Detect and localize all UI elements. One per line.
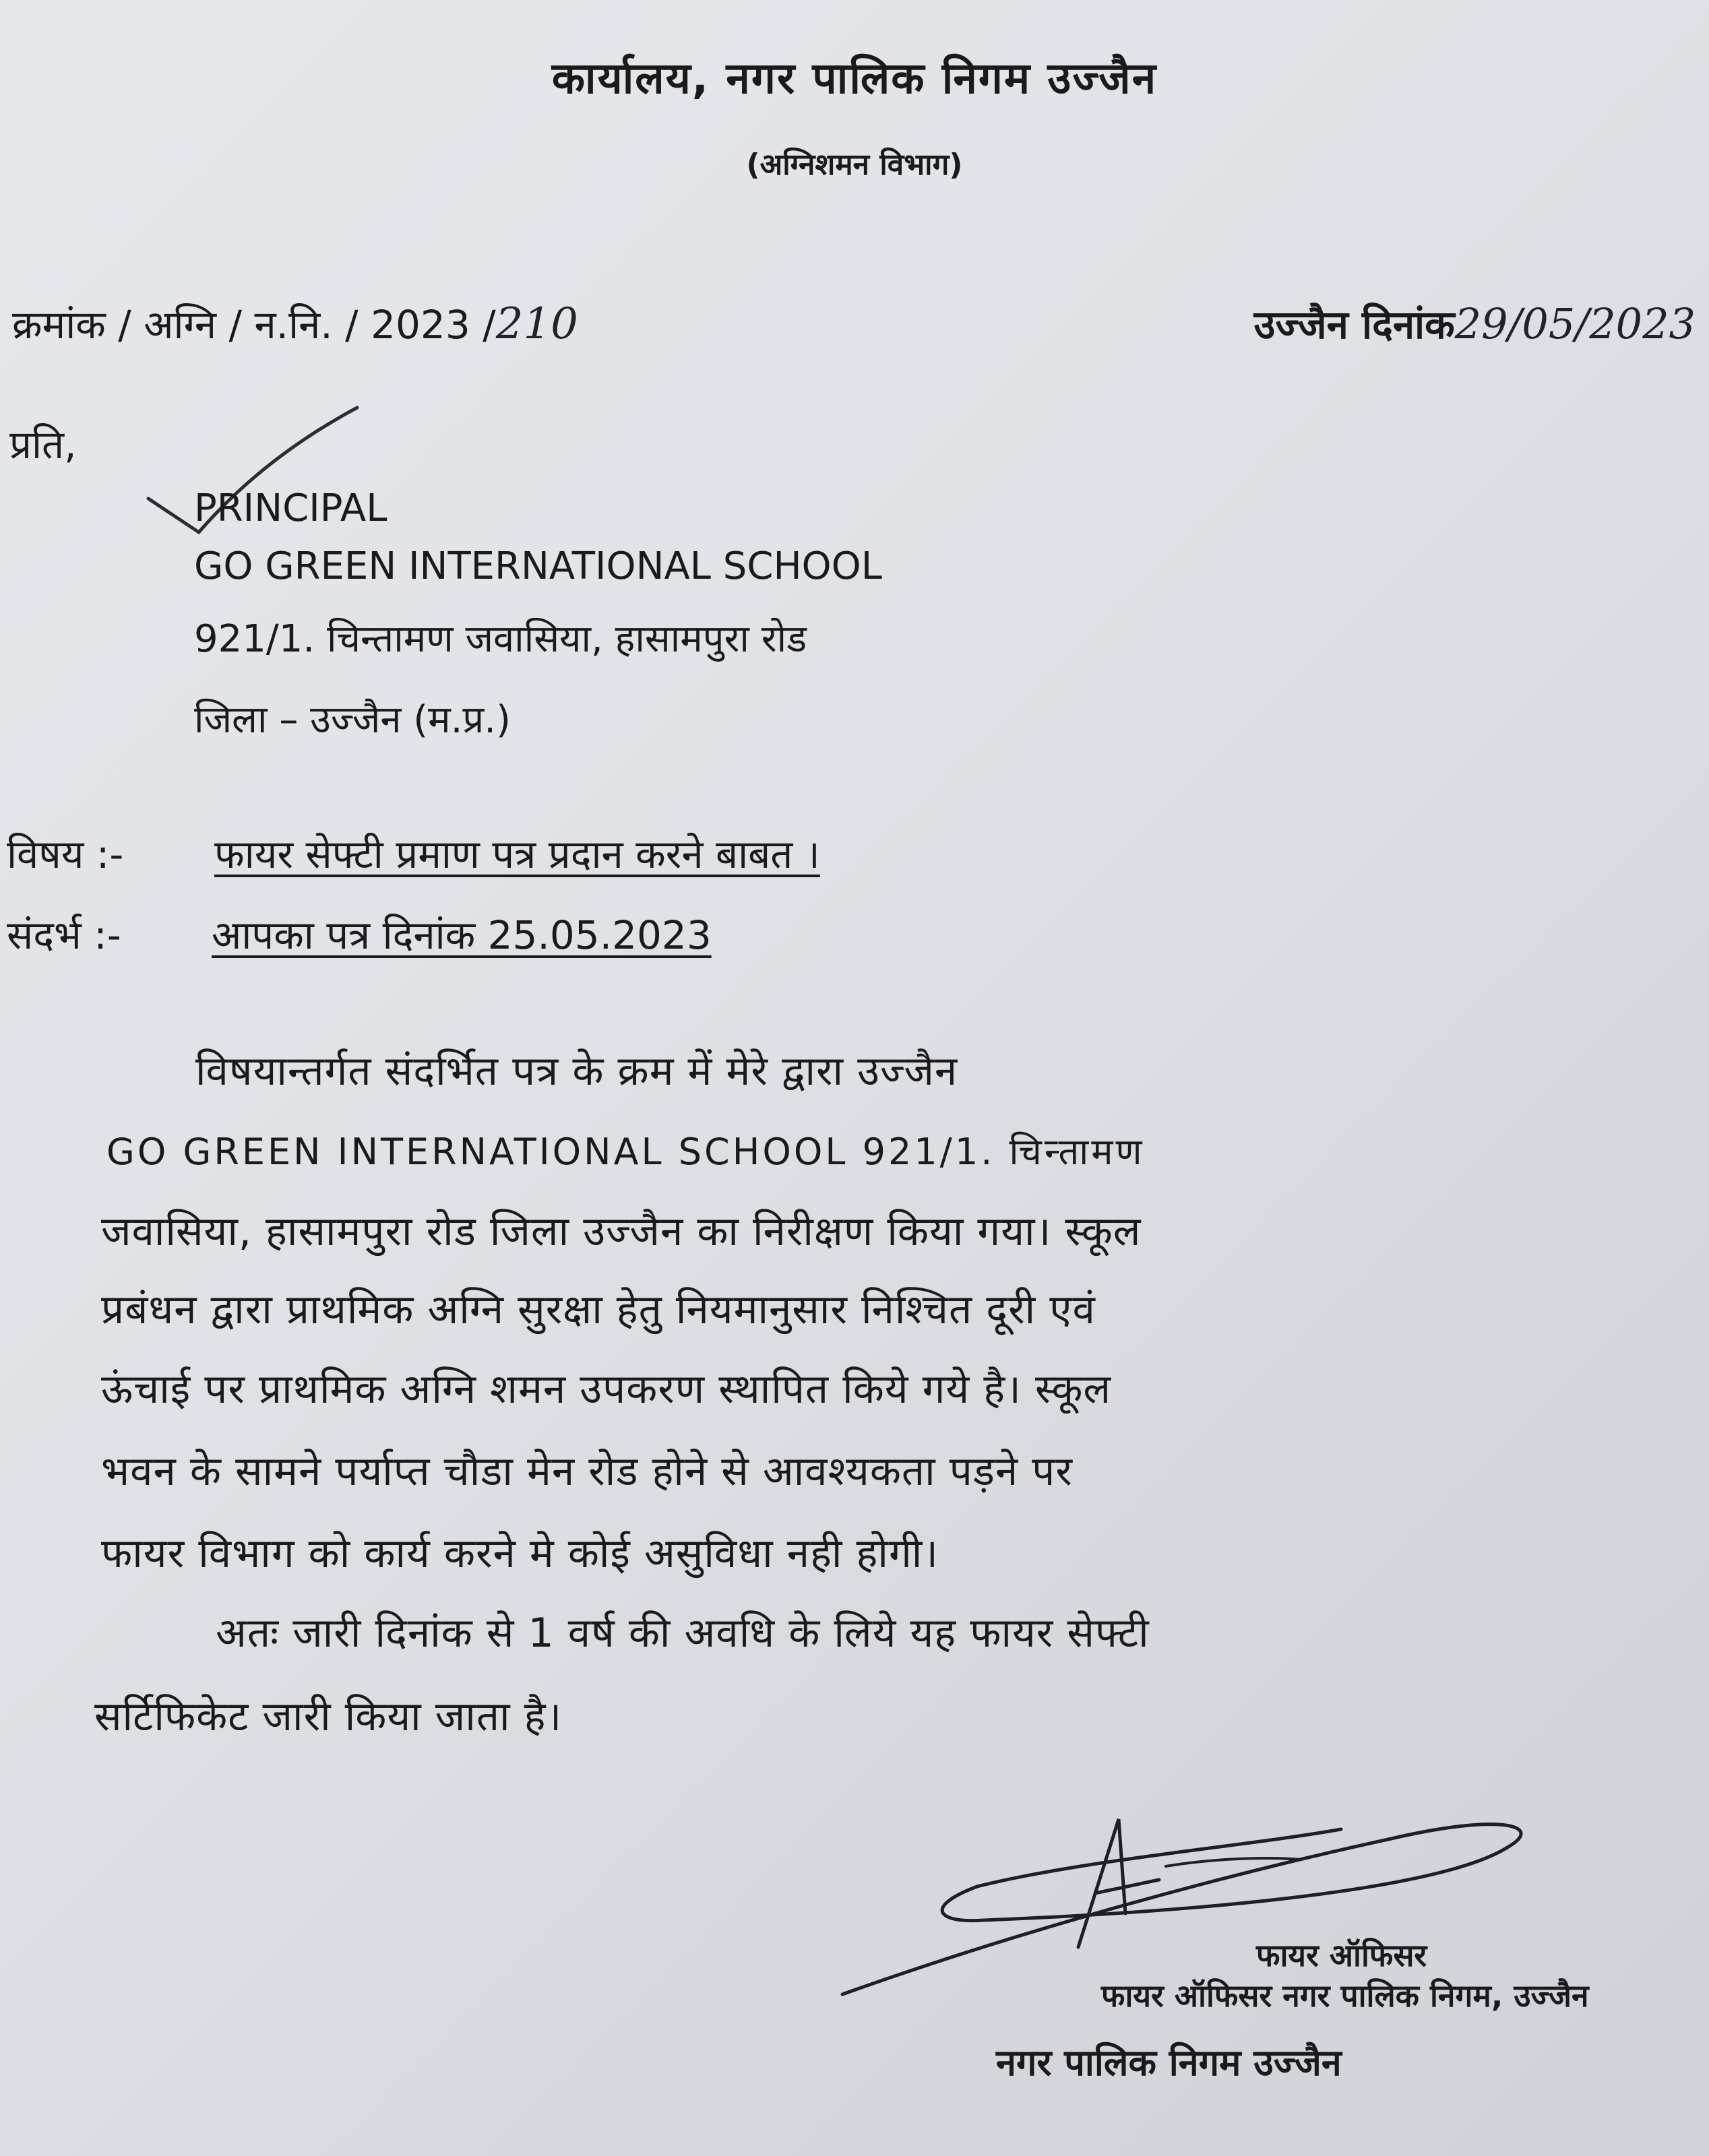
body-line: भवन के सामने पर्याप्त चौडा मेन रोड होने से आवश्यकता पड़ने पर <box>101 1448 1073 1495</box>
office-title: कार्यालय, नगर पालिक निगम उज्जैन <box>551 54 1158 104</box>
addressee-line: जिला – उज्जैन (म.प्र.) <box>194 698 511 742</box>
addressee-line: PRINCIPAL <box>194 486 387 530</box>
signatory-organization: नगर पालिक निगम उज्जैन <box>996 2041 1342 2084</box>
body-line: GO GREEN INTERNATIONAL SCHOOL 921/1. चिन्तामण <box>106 1131 1145 1173</box>
signatory-stamp-title: फायर ऑफिसर <box>1256 1937 1427 1973</box>
addressee-line: GO GREEN INTERNATIONAL SCHOOL <box>194 544 882 588</box>
body-line: प्रबंधन द्वारा प्राथमिक अग्नि सुरक्षा हेतु नियमानुसार निश्चित दूरी एवं <box>101 1286 1096 1333</box>
subject-label: विषय :- <box>7 831 124 877</box>
letter-date <box>1254 296 1696 350</box>
addressee-line: 921/1. चिन्तामण जवासिया, हासामपुरा रोड <box>194 617 807 661</box>
reference-number-prefix: क्रमांक / अग्नि / न.नि. / 2023 / <box>12 302 496 348</box>
reference-label: संदर्भ :- <box>7 912 121 958</box>
body-line: फायर विभाग को कार्य करने मे कोई असुविधा नही होगी। <box>101 1530 939 1577</box>
letter-date-handwritten: 29/05/2023 <box>1454 299 1696 348</box>
department-title: (अग्निशमन विभाग) <box>746 148 963 182</box>
body-line: सर्टिफिकेट जारी किया जाता है। <box>94 1693 563 1740</box>
body-line: ऊंचाई पर प्राथमिक अग्नि शमन उपकरण स्थापित किये गये है। स्कूल <box>101 1366 1112 1413</box>
body-line: जवासिया, हासामपुरा रोड जिला उज्जैन का निरीक्षण किया गया। स्कूल <box>101 1208 1142 1255</box>
signatory-stamp-line: फायर ऑफिसर नगर पालिक निगम, उज्जैन <box>1101 1977 1589 2014</box>
reference-text: आपका पत्र दिनांक 25.05.2023 <box>212 912 712 958</box>
salutation: प्रति, <box>9 422 77 468</box>
body-line: अतः जारी दिनांक से 1 वर्ष की अवधि के लिये यह फायर सेफ्टी <box>216 1610 1150 1657</box>
reference-number-handwritten: 210 <box>495 299 578 349</box>
subject-text: फायर सेफ्टी प्रमाण पत्र प्रदान करने बाबत । <box>214 831 820 877</box>
body-line: विषयान्तर्गत संदर्भित पत्र के क्रम में मेरे द्वारा उज्जैन <box>195 1048 958 1095</box>
letter-date-prefix: उज्जैन दिनांक <box>1253 302 1455 348</box>
reference-number <box>12 296 578 350</box>
